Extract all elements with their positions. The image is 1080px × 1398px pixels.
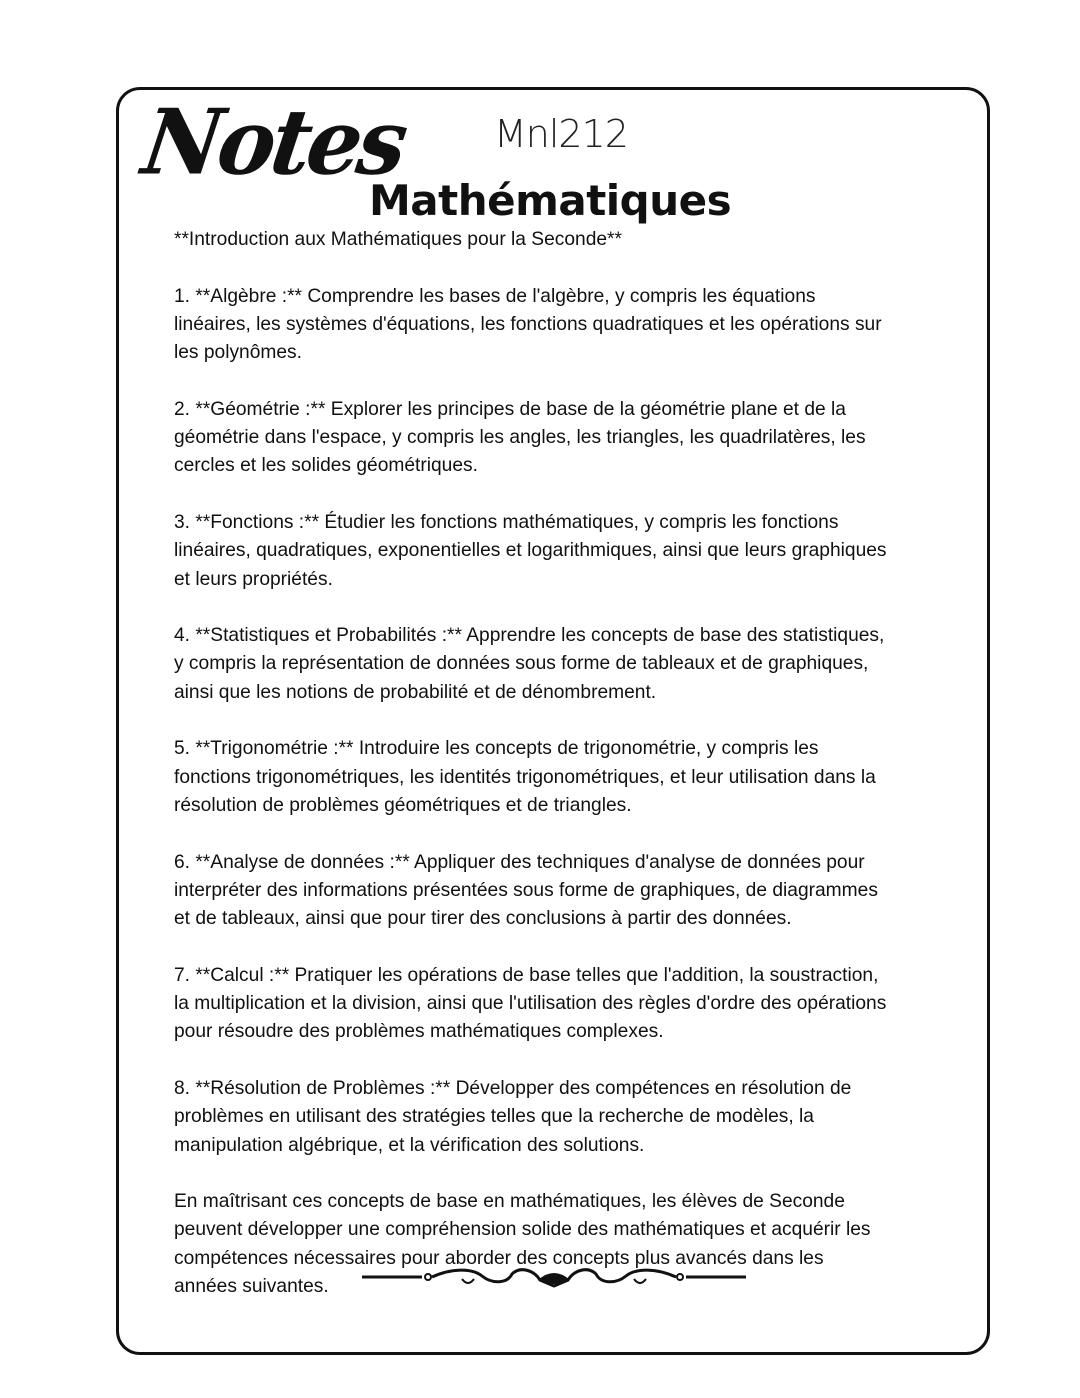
paragraph-line: 1. **Algèbre :** Comprendre les bases de l'algèbre, y compris les équations [174, 285, 816, 307]
document-body [174, 226, 974, 1330]
paragraph-line: la multiplication et la division, ainsi que l'utilisation des règles d'ordre des opérations [174, 993, 887, 1015]
notes-logo: Notes [136, 89, 411, 196]
paragraph-line: linéaires, les systèmes d'équations, les fonctions quadratiques et les opérations sur [174, 313, 882, 335]
paragraph-line: fonctions trigonométriques, les identités trigonométriques, et leur utilisation dans la [174, 766, 876, 788]
paragraph-line: linéaires, quadratiques, exponentielles et logarithmiques, ainsi que leurs graphiques [174, 540, 887, 562]
paragraph-4 [174, 622, 974, 707]
paragraph-line: 4. **Statistiques et Probabilités :** Apprendre les concepts de base des statistiques, [174, 625, 885, 647]
paragraph-line: ainsi que les notions de probabilité et de dénombrement. [174, 681, 657, 703]
intro-paragraph [174, 226, 974, 254]
paragraph-line: problèmes en utilisant des stratégies telles que la recherche de modèles, la [174, 1106, 814, 1128]
intro-line: **Introduction aux Mathématiques pour la Seconde** [174, 229, 622, 250]
paragraph-line: pour résoudre des problèmes mathématiques complexes. [174, 1021, 664, 1043]
paragraph-line: cercles et les solides géométriques. [174, 455, 478, 477]
paragraph-line: 5. **Trigonométrie :** Introduire les concepts de trigonométrie, y compris les [174, 738, 819, 760]
paragraph-line: géométrie dans l'espace, y compris les angles, les triangles, les quadrilatères, les [174, 427, 866, 449]
paragraph-line: y compris la représentation de données sous forme de tableaux et de graphiques, [174, 653, 869, 675]
paragraph-line: 7. **Calcul :** Pratiquer les opérations de base telles que l'addition, la soustraction, [174, 964, 879, 986]
paragraph-8 [174, 1075, 974, 1160]
paragraph-3 [174, 509, 974, 594]
paragraph-7 [174, 962, 974, 1047]
paragraph-1 [174, 283, 974, 368]
paragraph-line: et leurs propriétés. [174, 568, 333, 590]
paragraph-line: compétences nécessaires pour aborder des concepts plus avancés dans les [174, 1247, 824, 1269]
paragraph-6 [174, 849, 974, 934]
paragraph-line: 3. **Fonctions :** Étudier les fonctions mathématiques, y compris les fonctions [174, 511, 839, 533]
paragraph-line: manipulation algébrique, et la vérification des solutions. [174, 1134, 645, 1156]
paragraph-2 [174, 396, 974, 481]
paragraph-line: années suivantes. [174, 1275, 329, 1297]
ornament-divider-icon [362, 1266, 746, 1288]
paragraph-5 [174, 735, 974, 820]
paragraph-line: En maîtrisant ces concepts de base en mathématiques, les élèves de Seconde [174, 1191, 845, 1213]
paragraph-line: les polynômes. [174, 342, 302, 364]
paragraph-line: peuvent développer une compréhension solide des mathématiques et acquérir les [174, 1219, 871, 1241]
paragraph-line: 8. **Résolution de Problèmes :** Développer des compétences en résolution de [174, 1077, 852, 1099]
paragraph-line: 6. **Analyse de données :** Appliquer des techniques d'analyse de données pour [174, 851, 865, 873]
paragraph-line: résolution de problèmes géométriques et de triangles. [174, 794, 632, 816]
document-code: Mnl212 [494, 112, 628, 156]
paragraph-line: interpréter des informations présentées sous forme de graphiques, de diagrammes [174, 879, 878, 901]
page-title: Mathématiques [369, 176, 732, 225]
paragraph-line: et de tableaux, ainsi que pour tirer des conclusions à partir des données. [174, 908, 792, 930]
paragraph-line: 2. **Géométrie :** Explorer les principes de base de la géométrie plane et de la [174, 398, 846, 420]
